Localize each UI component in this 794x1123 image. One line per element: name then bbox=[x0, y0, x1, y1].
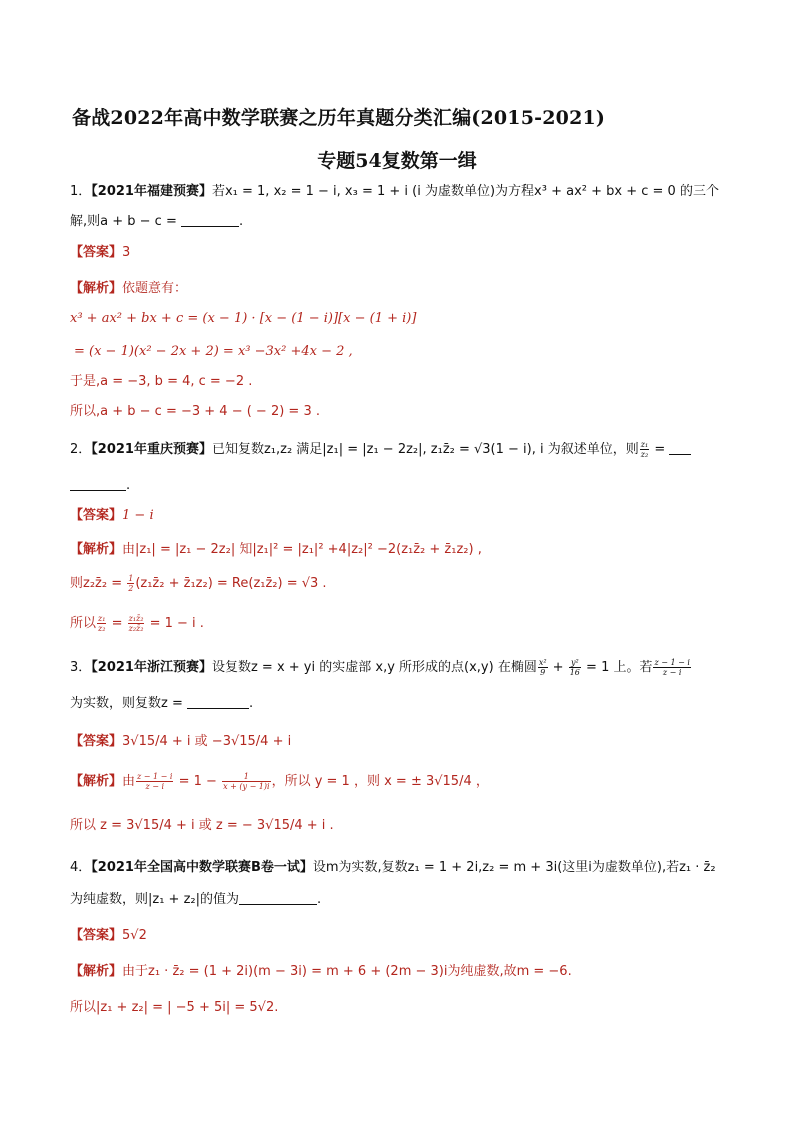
problem-4-answer bbox=[70, 926, 147, 946]
problem-1-answer bbox=[70, 243, 130, 263]
problem-source: 【2021年福建预赛】 bbox=[91, 184, 212, 199]
question-text: . bbox=[317, 892, 322, 907]
answer-value: 5√2 bbox=[122, 928, 147, 943]
analysis-text: 依题意有： bbox=[122, 281, 188, 296]
problem-1-analysis-line1 bbox=[70, 279, 187, 299]
question-text: 若x₁ = 1, x₂ = 1 − i, x₃ = 1 + i (i 为虚数单位)为方程x³ + ax² + bx + c = 0 的三个 bbox=[211, 184, 719, 199]
fraction: $\frac{z - 1 - i}{z - i}$ bbox=[654, 658, 690, 677]
problem-2-question-line1 bbox=[70, 440, 691, 460]
question-text: 解,则a + b − c = bbox=[70, 214, 181, 229]
problem-1-analysis-line5: 所以,a + b − c = −3 + 4 − ( − 2) = 3 . bbox=[70, 404, 320, 419]
question-text: 为实数，则复数z = bbox=[70, 696, 187, 711]
problem-4-analysis-line1 bbox=[70, 962, 572, 982]
answer-blank bbox=[187, 694, 249, 709]
answer-blank bbox=[669, 440, 691, 455]
answer-blank bbox=[70, 476, 126, 491]
problem-2-question-line2 bbox=[70, 476, 130, 496]
analysis-text: 所以 bbox=[70, 616, 97, 631]
analysis-text: = 1 − i . bbox=[145, 616, 204, 631]
question-text: 为纯虚数，则|z₁ + z₂|的值为 bbox=[70, 892, 239, 907]
answer-value: 3 bbox=[122, 245, 131, 260]
problem-3-analysis-line2: 所以 z = 3√15/4 + i 或 z = − 3√15/4 + i . bbox=[70, 818, 334, 833]
problem-number: 1． bbox=[70, 184, 92, 199]
analysis-text: 则z₂z̄₂ = bbox=[70, 576, 127, 591]
analysis-text: = 1 − bbox=[174, 774, 222, 789]
question-text: 已知复数z₁,z₂ 满足|z₁| = |z₁ − 2z₂|, z₁z̄₂ = √3(1 − i), i 为叙述单位，则 bbox=[211, 442, 639, 457]
problem-2-analysis-line1 bbox=[70, 540, 482, 560]
fraction: $\frac{\text{z₁}}{\text{z₂}}$ bbox=[98, 614, 106, 633]
fraction: $\frac{1}{2}$ bbox=[128, 574, 134, 593]
problem-source: 【2021年浙江预赛】 bbox=[91, 660, 212, 675]
problem-2-analysis-line2 bbox=[70, 574, 327, 594]
analysis-text: ，所以 y = 1 ，则 x = ± 3√15/4 ， bbox=[271, 774, 489, 789]
question-text: = 1 上。若 bbox=[581, 660, 653, 675]
fraction: $\frac{z - 1 - i}{z - i}$ bbox=[137, 772, 173, 791]
question-text: 设复数z = x + yi 的实虚部 x,y 所形成的点(x,y) 在椭圆 bbox=[211, 660, 537, 675]
analysis-label: 【解析】 bbox=[70, 542, 123, 557]
problem-number: 2． bbox=[70, 442, 92, 457]
fraction: $\frac{\text{z₁}}{\text{z₂}}$ bbox=[640, 440, 649, 459]
problem-4-question-line2 bbox=[70, 890, 321, 910]
problem-1-question-line1 bbox=[70, 182, 719, 202]
document-subtitle: 专题54复数第一缉 bbox=[317, 150, 477, 172]
analysis-label: 【解析】 bbox=[70, 281, 123, 296]
answer-value: 1 − i bbox=[122, 508, 154, 523]
fraction: $\frac{\text{x²}}{9}$ bbox=[538, 658, 547, 677]
analysis-label: 【解析】 bbox=[70, 964, 123, 979]
problem-1-analysis-line4: 于是,a = −3, b = 4, c = −2 . bbox=[70, 374, 253, 389]
problem-2-answer bbox=[70, 506, 154, 526]
question-text: . bbox=[126, 478, 131, 493]
problem-3-analysis-line1 bbox=[70, 772, 489, 792]
problem-source: 【2021年全国高中数学联赛B卷一试】 bbox=[91, 860, 313, 875]
problem-3-question-line2 bbox=[70, 694, 253, 714]
question-text: = bbox=[650, 442, 670, 457]
document-title: 备战2022年高中数学联赛之历年真题分类汇编(2015-2021) bbox=[72, 107, 606, 129]
problem-4-question-line1 bbox=[70, 858, 716, 878]
problem-4-analysis-line2: 所以|z₁ + z₂| = | −5 + 5i| = 5√2. bbox=[70, 1000, 279, 1015]
analysis-text: = bbox=[107, 616, 127, 631]
question-text: . bbox=[248, 696, 254, 711]
problem-3-question-line1 bbox=[70, 658, 692, 678]
analysis-label: 【解析】 bbox=[70, 774, 123, 789]
question-text: . bbox=[238, 214, 244, 229]
problem-1-analysis-line2: x³ + ax² + bx + c = (x − 1) · [x − (1 − i)][x − (1 + i)] bbox=[70, 311, 417, 326]
analysis-text: 由于z₁ · z̄₂ = (1 + 2i)(m − 3i) = m + 6 + (2m − 3)i为纯虚数,故m = −6. bbox=[122, 964, 572, 979]
problem-3-answer bbox=[70, 732, 291, 752]
analysis-text: (z₁z̄₂ + z̄₁z₂) = Re(z₁z̄₂) = √3 . bbox=[135, 576, 327, 591]
problem-number: 4． bbox=[70, 860, 92, 875]
answer-label: 【答案】 bbox=[70, 734, 123, 749]
problem-1-analysis-line3: = (x − 1)(x² − 2x + 2) = x³ −3x² +4x − 2 , bbox=[74, 344, 353, 359]
fraction: $\frac{\text{y²}}{16}$ bbox=[569, 658, 580, 677]
problem-source: 【2021年重庆预赛】 bbox=[91, 442, 212, 457]
fraction: $\frac{\text{z₁z̄₂}}{\text{z₂z̄₂}}$ bbox=[128, 614, 144, 633]
problem-1-question-line2 bbox=[70, 212, 243, 232]
problem-number: 3． bbox=[70, 660, 92, 675]
fraction: $\frac{1}{x + (y - 1)i}$ bbox=[223, 772, 270, 791]
analysis-text: 由 bbox=[122, 774, 136, 789]
answer-label: 【答案】 bbox=[70, 928, 123, 943]
answer-label: 【答案】 bbox=[70, 245, 123, 260]
problem-2-analysis-line3 bbox=[70, 614, 204, 634]
answer-blank bbox=[239, 890, 317, 905]
analysis-text: 由|z₁| = |z₁ − 2z₂| 知|z₁|² = |z₁|² +4|z₂|² −2(z₁z̄₂ + z̄₁z₂) , bbox=[122, 542, 482, 557]
question-text: + bbox=[548, 660, 568, 675]
answer-value: 3√15/4 + i 或 −3√15/4 + i bbox=[122, 734, 292, 749]
answer-blank bbox=[181, 212, 239, 227]
question-text: 设m为实数,复数z₁ = 1 + 2i,z₂ = m + 3i(这里i为虚数单位),若z₁ · z̄₂ bbox=[312, 860, 716, 875]
answer-label: 【答案】 bbox=[70, 508, 123, 523]
